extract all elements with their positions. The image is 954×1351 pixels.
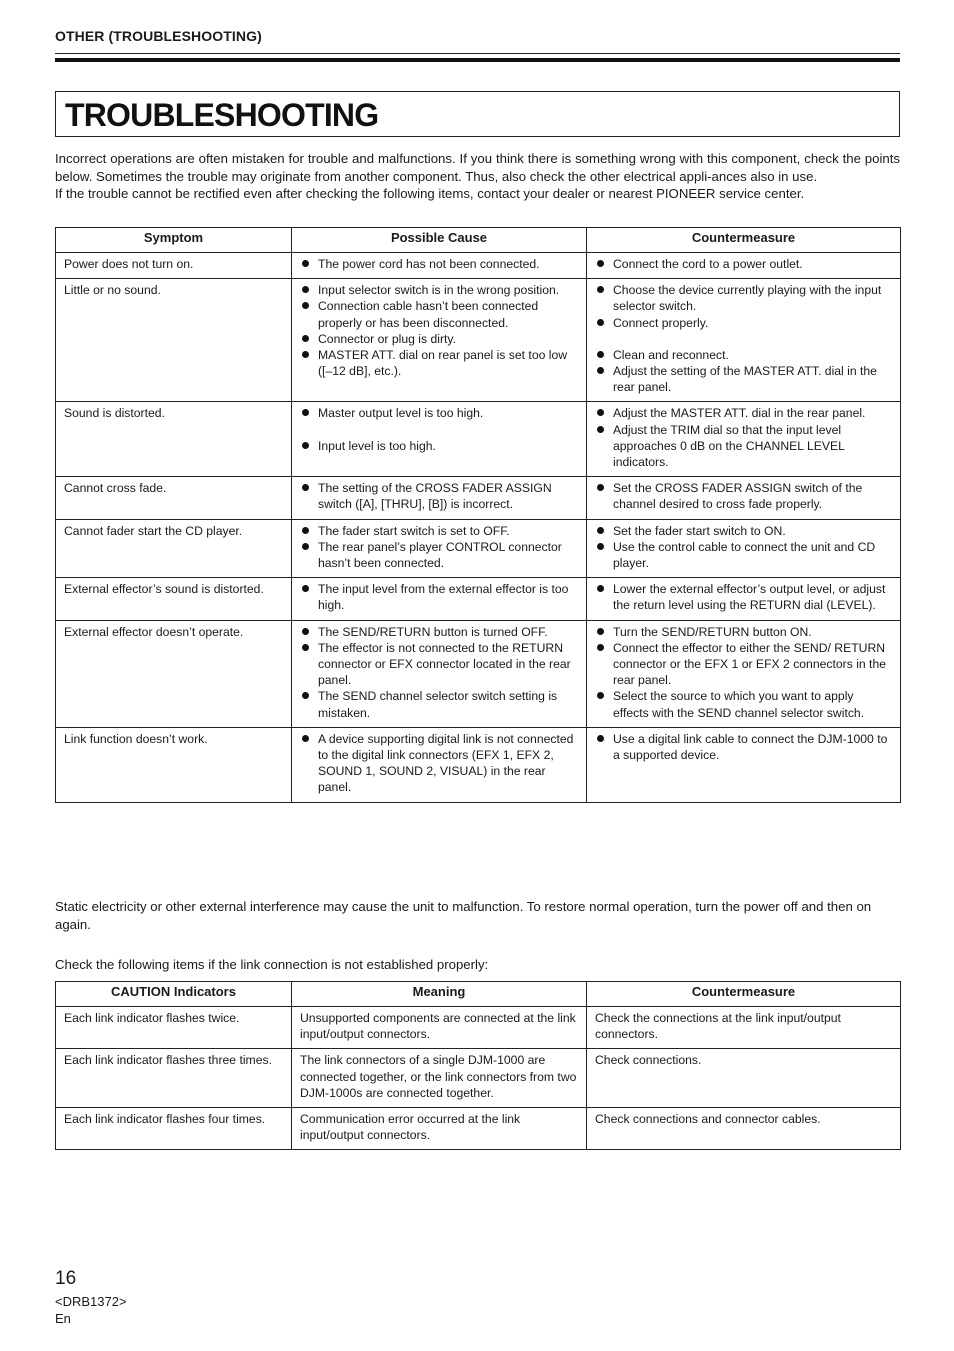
cause-item: The input level from the external effector is too high. <box>300 581 578 613</box>
header-meaning: Meaning <box>292 982 587 1007</box>
symptom-cell: Cannot fader start the CD player. <box>56 519 292 578</box>
header-possible-cause: Possible Cause <box>292 228 587 253</box>
cause-item: Master output level is too high. <box>300 405 578 421</box>
section-header: OTHER (TROUBLESHOOTING) <box>55 28 262 44</box>
measure-cell <box>587 477 901 519</box>
measure-item: Select the source to which you want to apply effects with the SEND channel selector switch. <box>595 688 892 720</box>
table-row <box>56 620 901 727</box>
cause-item: The fader start switch is set to OFF. <box>300 523 578 539</box>
link-check-note: Check the following items if the link connection is not established properly: <box>55 957 489 972</box>
measure-item: Set the CROSS FADER ASSIGN switch of the channel desired to cross fade properly. <box>595 480 892 512</box>
measure-cell: Check connections and connector cables. <box>587 1108 901 1150</box>
measure-item: Lower the external effector’s output level, or adjust the return level using the RETURN dial (LEVEL). <box>595 581 892 613</box>
table-row <box>56 279 901 402</box>
indicator-cell: Each link indicator flashes twice. <box>56 1007 292 1049</box>
symptom-cell: Little or no sound. <box>56 279 292 402</box>
measure-item: Connect properly. <box>595 315 892 331</box>
cause-item: The setting of the CROSS FADER ASSIGN switch ([A], [THRU], [B]) is incorrect. <box>300 480 578 512</box>
header-rule-thick <box>55 58 900 62</box>
measure-cell <box>587 727 901 802</box>
cause-item: Connection cable hasn’t been connected properly or has been disconnected. <box>300 298 578 330</box>
header-rule-thin <box>55 53 900 54</box>
header-countermeasure: Countermeasure <box>587 228 901 253</box>
cause-item: Input level is too high. <box>300 438 578 454</box>
cause-cell <box>292 727 587 802</box>
intro-text <box>55 150 900 203</box>
intro-paragraph-1: Incorrect operations are often mistaken for trouble and malfunctions. If you think there is something wrong with this component, check the points below. Sometimes the trouble may originate from another component. Thus, also check the other electrical appli-ances also in use. <box>55 151 900 184</box>
cause-cell <box>292 519 587 578</box>
measure-cell: Check connections. <box>587 1049 901 1108</box>
measure-item: Set the fader start switch to ON. <box>595 523 892 539</box>
intro-paragraph-2: If the trouble cannot be rectified even after checking the following items, contact your dealer or nearest PIONEER service center. <box>55 186 805 201</box>
cause-item: Connector or plug is dirty. <box>300 331 578 347</box>
header-caution-indicators: CAUTION Indicators <box>56 982 292 1007</box>
meaning-cell: Communication error occurred at the link input/output connectors. <box>292 1108 587 1150</box>
measure-item: Adjust the MASTER ATT. dial in the rear panel. <box>595 405 892 421</box>
troubleshooting-table <box>55 227 901 803</box>
measure-cell <box>587 402 901 477</box>
table-row <box>56 1108 901 1150</box>
measure-item: Adjust the setting of the MASTER ATT. dial in the rear panel. <box>595 363 892 395</box>
indicator-cell: Each link indicator flashes four times. <box>56 1108 292 1150</box>
cause-cell <box>292 578 587 620</box>
table-row <box>56 727 901 802</box>
measure-cell <box>587 620 901 727</box>
language-code: En <box>55 1311 71 1326</box>
cause-cell <box>292 620 587 727</box>
cause-item: The power cord has not been connected. <box>300 256 578 272</box>
table-header-row <box>56 228 901 253</box>
symptom-cell: Cannot cross fade. <box>56 477 292 519</box>
title-box <box>55 91 900 137</box>
table-row <box>56 1007 901 1049</box>
table-row <box>56 1049 901 1108</box>
cause-cell <box>292 402 587 477</box>
header-countermeasure: Countermeasure <box>587 982 901 1007</box>
measure-cell: Check the connections at the link input/output connectors. <box>587 1007 901 1049</box>
cause-item: The SEND channel selector switch setting is mistaken. <box>300 688 578 720</box>
cause-item: A device supporting digital link is not connected to the digital link connectors (EFX 1, EFX 2, SOUND 1, SOUND 2, VISUAL) in the rear panel. <box>300 731 578 796</box>
cause-item: The rear panel’s player CONTROL connector hasn’t been connected. <box>300 539 578 571</box>
cause-cell <box>292 477 587 519</box>
measure-cell <box>587 519 901 578</box>
table-row <box>56 578 901 620</box>
measure-cell <box>587 578 901 620</box>
measure-item: Use the control cable to connect the unit and CD player. <box>595 539 892 571</box>
measure-item: Choose the device currently playing with the input selector switch. <box>595 282 892 314</box>
measure-item: Clean and reconnect. <box>595 347 892 363</box>
measure-cell <box>587 253 901 279</box>
table-header-row <box>56 982 901 1007</box>
meaning-cell: Unsupported components are connected at the link input/output connectors. <box>292 1007 587 1049</box>
measure-item: Connect the effector to either the SEND/ RETURN connector or the EFX 1 or EFX 2 connectors in the rear panel. <box>595 640 892 689</box>
symptom-cell: External effector doesn’t operate. <box>56 620 292 727</box>
measure-item: Adjust the TRIM dial so that the input level approaches 0 dB on the CHANNEL LEVEL indicators. <box>595 422 892 471</box>
static-electricity-note: Static electricity or other external interference may cause the unit to malfunction. To restore normal operation, turn the power off and then on again. <box>55 899 872 932</box>
indicator-cell: Each link indicator flashes three times. <box>56 1049 292 1108</box>
measure-item: Connect the cord to a power outlet. <box>595 256 892 272</box>
cause-cell <box>292 253 587 279</box>
document-code: <DRB1372> <box>55 1294 127 1309</box>
table-row <box>56 519 901 578</box>
cause-item: The SEND/RETURN button is turned OFF. <box>300 624 578 640</box>
table-row <box>56 253 901 279</box>
page-title: TROUBLESHOOTING <box>65 97 379 133</box>
measure-item: Turn the SEND/RETURN button ON. <box>595 624 892 640</box>
symptom-cell: Link function doesn’t work. <box>56 727 292 802</box>
cause-item: Input selector switch is in the wrong position. <box>300 282 578 298</box>
table-row <box>56 477 901 519</box>
cause-item: MASTER ATT. dial on rear panel is set too low ([–12 dB], etc.). <box>300 347 578 379</box>
cause-cell <box>292 279 587 402</box>
table-row <box>56 402 901 477</box>
measure-cell <box>587 279 901 402</box>
meaning-cell: The link connectors of a single DJM-1000 are connected together, or the link connectors from two DJM-1000s are connected together. <box>292 1049 587 1108</box>
symptom-cell: Sound is distorted. <box>56 402 292 477</box>
measure-item: Use a digital link cable to connect the DJM-1000 to a supported device. <box>595 731 892 763</box>
symptom-cell: Power does not turn on. <box>56 253 292 279</box>
symptom-cell: External effector’s sound is distorted. <box>56 578 292 620</box>
link-caution-table <box>55 981 901 1150</box>
cause-item: The effector is not connected to the RETURN connector or EFX connector located in the rear panel. <box>300 640 578 689</box>
header-symptom: Symptom <box>56 228 292 253</box>
page-number: 16 <box>55 1268 77 1289</box>
